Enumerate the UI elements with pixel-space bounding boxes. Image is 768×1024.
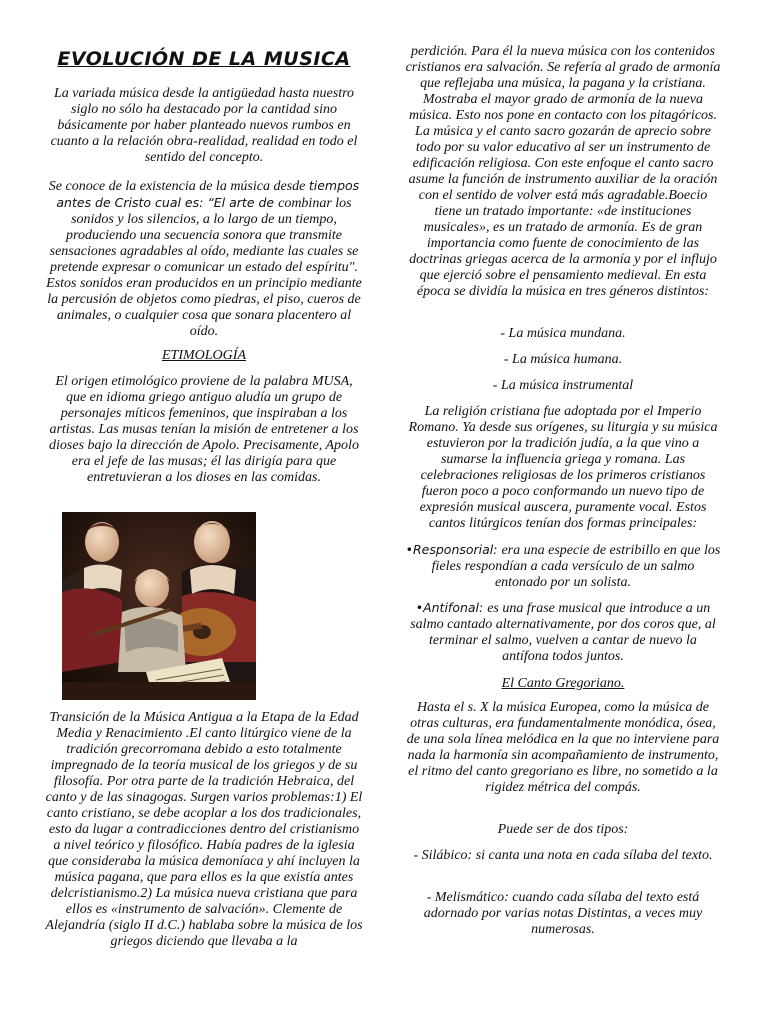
painting-image <box>62 512 256 700</box>
gregoriano-heading: El Canto Gregoriano. <box>501 676 625 691</box>
etimologia-heading: ETIMOLOGÍA <box>162 348 246 363</box>
etimologia-paragraph: El origen etimológico proviene de la palabra MUSA, que en idioma griego antiguo aludía un grupo de personajes míticos femeninos, que inspiraban a los artistas. Las musas tenían la misión de entretener a los dioses bajo la dirección de Apolo. Precisamente, Apolo era el jefe de las musas; él las dirigía para que entretuvieran a los dioses en las comidas. <box>49 374 359 485</box>
responsorial-text: era una especie de estribillo en que los fieles respondían a cada versículo de un salmo entonado por un solista. <box>431 543 721 590</box>
melismatico-item: - Melismático: cuando cada sílaba del texto está adornado por varias notas Distintas, a veces muy numerosas. <box>423 890 703 937</box>
document-title: EVOLUCIÓN DE LA MUSICA <box>57 48 351 70</box>
definition-body: combinar los sonidos y los silencios, a lo largo de un tiempo, produciendo una secuencia sonora que transmite sensaciones agradables al oído, mediante las cuales se pretende expresar o comunicar un estado del espíritu". Estos sonidos eran producidos en un principio mediante la percusión de objetos como piedras, el piso, cueros de animales, o cualquier cosa que sonara placentero al oído. <box>46 196 362 339</box>
responsorial-item <box>404 542 722 591</box>
antifonal-label: •Antifonal: <box>415 600 488 615</box>
transition-paragraph: Transición de la Música Antigua a la Etapa de la Edad Media y Renacimiento .El canto litúrgico viene de la tradición grecorromana debido a esto totalmente impregnado de la teoría musical de los griegos y de su filosofía. Por otra parte de la tradición Hebraica, del canto y de las sinagogas. Surgen varios problemas:1) El canto cristiano, se debe acoplar a los dos tradicionales, esto da lugar a contradicciones dentro del cristianismo a nivel teórico y filosófico. Había padres de la iglesia que consideraba la música demoníaca y ahí incluyen la música pagana, que para ellos es la que existía antes delcristianismo.2) La música nueva cristiana que para ellos es «instrumento de salvación». Clemente de Alejandría (siglo II d.C.) hablaba sobre la música de los griegos diciendo que llevaba a la <box>45 710 363 949</box>
silabico-item: - Silábico: si canta una nota en cada sílaba del texto. <box>413 848 713 863</box>
definition-lead: Se conoce de la existencia de la música desde <box>48 179 309 194</box>
definition-lead-sans: tiempos antes de Cristo cual es: <box>56 178 360 210</box>
definition-quote-start: “El arte de <box>207 195 279 210</box>
definition-paragraph <box>44 178 364 340</box>
painting-three-women-musicians-icon <box>62 512 256 700</box>
gregoriano-paragraph: Hasta el s. X la música Europea, como la música de otras culturas, era fundamentalmente monódica, ósea, de una sola línea melódica en la que no interviene para nada la harmonía sin acompañamiento de instrumento, el ritmo del canto gregoriano es libre, no sometido a la rigidez métrica del compás. <box>406 700 720 795</box>
antifonal-text: es una frase musical que introduce a un salmo cantado alternativamente, por dos coros que, al terminar el salmo, vuelven a cantar de nuevo la antífona todos juntos. <box>410 601 716 664</box>
intro-paragraph: La variada música desde la antigüedad hasta nuestro siglo no sólo ha destacado por la cantidad sino básicamente por haber planteado nuevos rumbos en cuanto a la relación obra-realidad, realidad en todo el sentido del concepto. <box>50 86 358 165</box>
genre-humana: - La música humana. <box>503 352 623 367</box>
genre-instrumental: - La música instrumental <box>492 378 634 393</box>
antifonal-item <box>404 600 722 665</box>
right-paragraph-1: perdición. Para él la nueva música con los contenidos cristianos era salvación. Se refería al grado de armonía que reflejaba una música, la pagana y la cristiana. Mostraba el mayor grado de armonía de la nueva música. Esto nos pone en contacto con los pitagóricos. La música y el canto sacro gozarán de aprecio sobre todo por su valor educativo al ser un instrumento de edificación religiosa. Con este enfoque el canto sacro asume la función de instrumento auxiliar de la oración con el sentido de volver está más agradable.Boecio tiene un tratado importante: «de instituciones musicales», es un tratado de armonía. Es de gran importancia como fuente de conocimiento de las doctrinas griegas acerca de la armonía y por el influjo que ejerció sobre el pensamiento medieval. En esta época se dividía la música en tres géneros distintos: <box>405 44 721 299</box>
right-paragraph-2: La religión cristiana fue adoptada por el Imperio Romano. Ya desde sus orígenes, su liturgia y su música estuvieron por la tradición judía, a la que vino a sumarse la influencia griega y romana. Las celebraciones religiosas de los primeros cristianos fueron poco a poco conformando un nuevo tipo de expresión musical auscera, puramente vocal. Estos cantos litúrgicos tenían dos formas principales: <box>408 404 718 531</box>
gregoriano-heading-text: El Canto Gregoriano <box>501 676 621 691</box>
responsorial-label: •Responsorial: <box>405 542 502 557</box>
tipos-intro: Puede ser de dos tipos: <box>497 822 629 837</box>
genre-mundana: - La música mundana. <box>500 326 626 341</box>
